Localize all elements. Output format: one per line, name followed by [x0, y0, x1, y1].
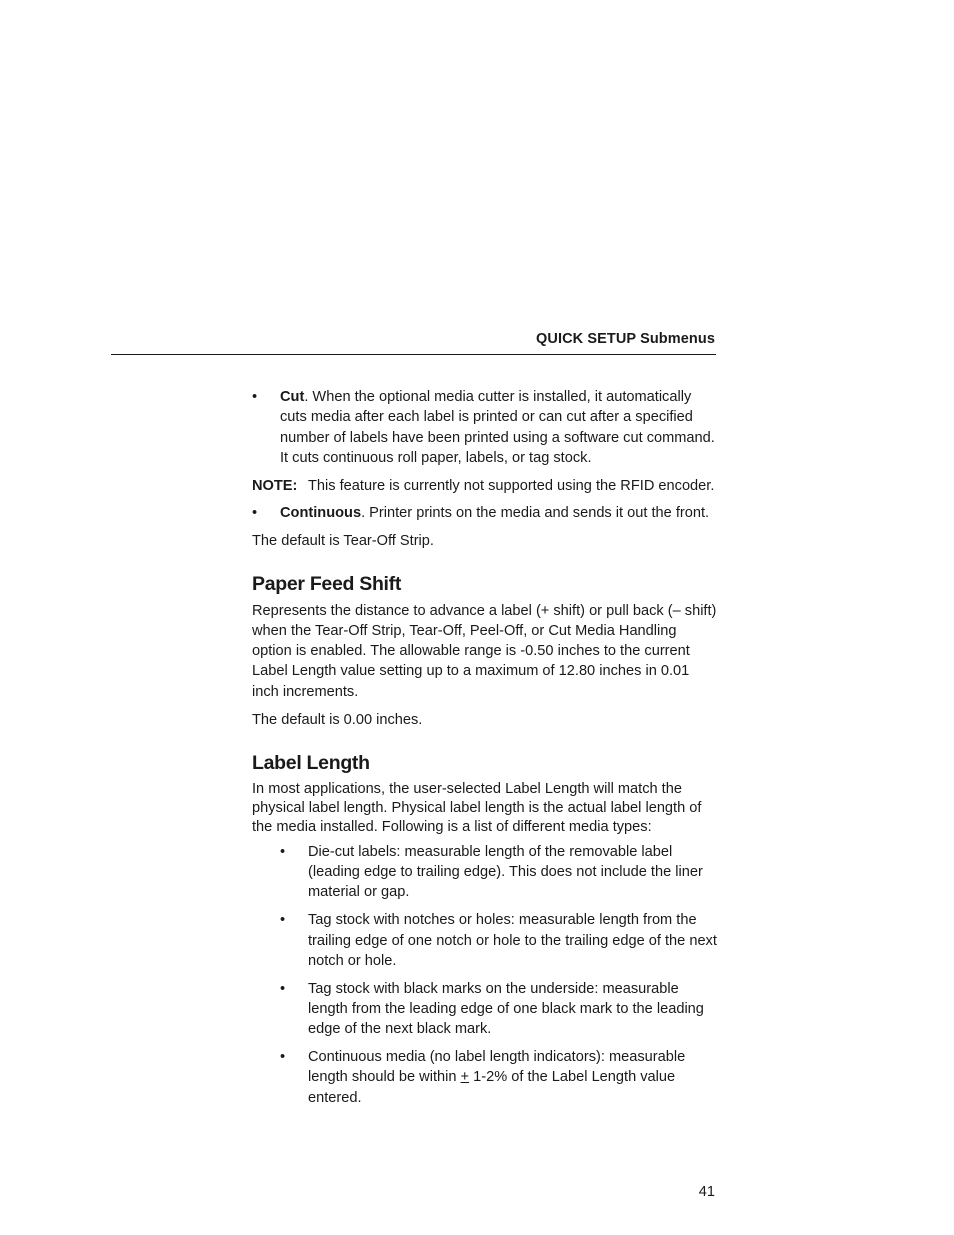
media-type-text-start: Continuous media (no label length indicators): measurable length should be within	[308, 1049, 686, 1086]
section-heading-paper-feed-shift: Paper Feed Shift	[252, 572, 402, 595]
paper-feed-shift-body: Represents the distance to advance a label (+ shift) or pull back (– shift) when the Tear-Off Strip, Tear-Off, Peel-Off, or Cut Media Handling option is enabled. The allowable range is -0.50 inches to the current Label Length value setting up to a maximum of 12.80 inches in 0.01 inch increments.	[252, 602, 717, 700]
bullet-icon: •	[252, 505, 258, 522]
running-header-title: QUICK SETUP Submenus	[536, 331, 715, 347]
bullet-text: . Printer prints on the media and sends it out the front.	[361, 505, 710, 522]
bullet-icon: •	[280, 843, 286, 860]
label-length-intro: In most applications, the user-selected Label Length will match the physical label length. Physical label length is the actual label length of the media installed. Following is a list of different media types:	[252, 780, 702, 835]
bullet-term: Continuous	[280, 505, 362, 522]
paper-feed-shift-default: The default is 0.00 inches.	[252, 711, 423, 728]
bullet-icon: •	[280, 912, 286, 929]
default-tear-off-text: The default is Tear-Off Strip.	[252, 533, 434, 550]
bullet-item-continuous	[252, 503, 718, 523]
bullet-term: Cut	[280, 389, 305, 405]
page-content	[252, 387, 718, 1108]
page-number: 41	[698, 1184, 715, 1200]
bullet-icon: •	[280, 980, 286, 997]
media-type-text: Tag stock with black marks on the underside: measurable length from the leading edge of one black mark to the leading edge of the next black mark.	[308, 980, 704, 1038]
media-type-text: Die-cut labels: measurable length of the removable label (leading edge to trailing edge). This does not include the liner material or gap.	[308, 843, 703, 901]
media-type-text: Tag stock with notches or holes: measurable length from the trailing edge of one notch or hole to the trailing edge of the next notch or hole.	[308, 912, 717, 969]
note	[252, 476, 718, 496]
header-rule	[111, 354, 716, 355]
media-type-item	[252, 910, 718, 971]
bullet-item-cut	[252, 387, 718, 468]
bullet-icon: •	[252, 389, 258, 405]
section-heading-label-length: Label Length	[252, 751, 370, 774]
bullet-icon: •	[280, 1049, 286, 1066]
bullet-text: . When the optional media cutter is installed, it automatically cuts media after each label is printed or can cut after a specified number of labels have been printed using a software cut command. It cuts continuous roll paper, labels, or tag stock.	[280, 389, 715, 466]
media-type-item	[252, 1047, 718, 1108]
media-type-item	[252, 842, 718, 903]
note-label: NOTE:	[252, 477, 298, 494]
note-text: This feature is currently not supported using the RFID encoder.	[308, 477, 715, 494]
plus-minus-symbol: +	[460, 1069, 470, 1086]
media-type-text-end: 1-2% of the Label Length value entered.	[308, 1069, 676, 1106]
media-type-item	[252, 979, 718, 1040]
